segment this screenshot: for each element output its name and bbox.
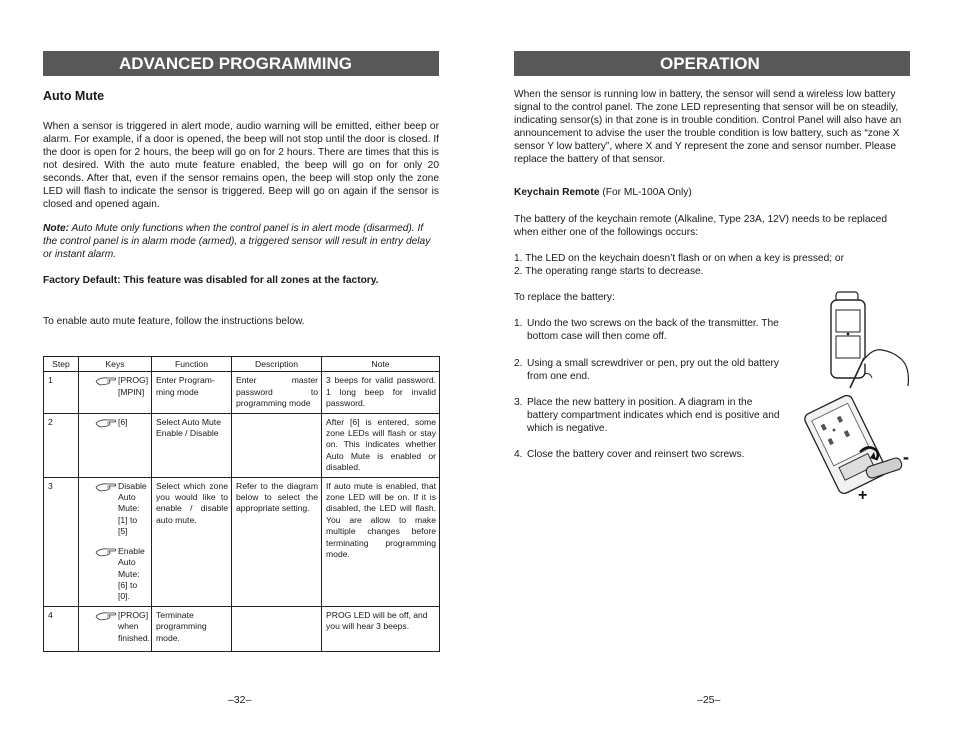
keys-text-enable: Enable Auto Mute: [6] to [0]. [118, 545, 145, 602]
factory-default: Factory Default: This feature was disabled for all zones at the factory. [43, 275, 379, 286]
keys-cell [79, 477, 152, 606]
table-row [44, 413, 440, 477]
step-num: 4. [514, 449, 523, 460]
keychain-model: (For ML-100A Only) [599, 187, 692, 198]
step-num: 3. [514, 397, 523, 408]
note-label: Note: [43, 223, 70, 234]
operation-intro: When the sensor is running low in battery, the sensor will send a wireless low battery signal to the control panel. The zone LED representing that sensor will be on steadily, indicating sensor(s) in that zone is in trouble condition. Control Panel will also have an announcement to advise the user the trouble condition is low battery, such as “zone X sensor Y low battery”, where X and Y represent the zone and sensor number. Please replace the battery of that sensor. [514, 89, 902, 165]
keys-text: [PROG] when finished. [118, 609, 151, 643]
step-text: Close the battery cover and reinsert two screws. [527, 449, 745, 460]
pointing-hand-icon [95, 417, 117, 429]
keys-text-disable: Disable Auto Mute: [1] to [5] [118, 480, 147, 537]
polarity-minus-label: - [903, 447, 909, 467]
step-text: Place the new battery in position. A diagram in the battery compartment indicates which end is positive and which is negative. [527, 397, 780, 434]
battery-text: The battery of the keychain remote (Alkaline, Type 23A, 12V) needs to be replaced when either one of the followings occurs: [514, 214, 888, 238]
left-page-header: ADVANCED PROGRAMMING [43, 51, 439, 76]
description-cell: Refer to the diagram below to select the appropriate setting. [232, 477, 322, 606]
list-item: 1. The LED on the keychain doesn’t flash or on when a key is pressed; or [514, 253, 844, 264]
pointing-hand-icon [95, 375, 117, 387]
header-keys: Keys [79, 357, 152, 372]
header-function: Function [152, 357, 232, 372]
right-page-number: –25– [697, 694, 721, 706]
step-number: 2 [44, 413, 79, 477]
description-cell [232, 606, 322, 651]
header-description: Description [232, 357, 322, 372]
function-cell: Enter Program- ming mode [152, 372, 232, 413]
step-number: 4 [44, 606, 79, 651]
step-num: 2. [514, 358, 523, 369]
function-cell: Terminate programming mode. [152, 606, 232, 651]
keys-text: [6] [118, 416, 128, 427]
replace-step [514, 396, 784, 435]
keychain-title: Keychain Remote [514, 187, 600, 198]
battery-compartment-illustration [800, 390, 920, 502]
table-header-row [44, 357, 440, 372]
replace-step [514, 448, 784, 461]
pointing-hand-icon [95, 546, 117, 558]
pointing-hand-icon [95, 481, 117, 493]
table-row [44, 372, 440, 413]
keychain-remote-heading [514, 186, 914, 199]
pointing-hand-icon [95, 610, 117, 622]
conditions-list [514, 252, 914, 278]
step-text: Undo the two screws on the back of the transmitter. The bottom case will then come off. [527, 318, 779, 342]
list-item: 2. The operating range starts to decrease. [514, 266, 704, 277]
table-row [44, 606, 440, 651]
note-text: Auto Mute only functions when the control panel is in alert mode (disarmed). If the control panel is in alarm mode (armed), a triggered sensor will result in entry delay or instant alarm. [43, 223, 431, 260]
step-num: 1. [514, 318, 523, 329]
description-cell [232, 413, 322, 477]
note-cell: PROG LED will be off, and you will hear 3 beeps. [322, 606, 440, 651]
header-note: Note [322, 357, 440, 372]
left-page-number: –32– [228, 694, 252, 706]
replace-intro: To replace the battery: [514, 292, 615, 303]
keys-cell [79, 606, 152, 651]
auto-mute-note [43, 222, 439, 261]
table-row [44, 477, 440, 606]
auto-mute-title: Auto Mute [43, 89, 105, 103]
step-text: Using a small screwdriver or pen, pry out the old battery from one end. [527, 358, 779, 382]
note-cell: After [6] is entered, some zone LEDs will flash or stay on. This indicates whether Auto Mute is enabled or disabled. [322, 413, 440, 477]
keychain-remote-illustration [820, 290, 912, 390]
auto-mute-intro: When a sensor is triggered in alert mode, audio warning will be emitted, either beep or alarm. For example, if a door is opened, the beep will not stop until the door is closed. If the door is open for 2 hours, the beep will go on for 2 hours. There are times that this is not desired. With the auto mute feature enabled, the beep will go on for only 20 seconds. After that, even if the sensor remains open, the beep will stop only the zone LED will flash to indicate the sensor is triggered. Beep will go on again if the sensor is closed and opened again. [43, 121, 439, 210]
instructions-text: To enable auto mute feature, follow the instructions below. [43, 316, 305, 327]
polarity-plus-label: + [858, 487, 868, 502]
programming-steps-table [43, 356, 440, 652]
replace-step [514, 357, 784, 383]
function-cell: Select Auto Mute Enable / Disable [152, 413, 232, 477]
note-cell: If auto mute is enabled, that zone LED will be on. If it is disabled, the LED will flash. You are allow to make multiple changes before terminating programming mode. [322, 477, 440, 606]
keys-cell [79, 372, 152, 413]
note-cell: 3 beeps for valid password. 1 long beep for invalid password. [322, 372, 440, 413]
right-page-header: OPERATION [514, 51, 910, 76]
keys-cell [79, 413, 152, 477]
step-number: 1 [44, 372, 79, 413]
description-cell: Enter master password to programming mode [232, 372, 322, 413]
header-step: Step [44, 357, 79, 372]
function-cell: Select which zone you would like to enable / disable auto mute. [152, 477, 232, 606]
replace-step [514, 317, 784, 343]
step-number: 3 [44, 477, 79, 606]
keys-text: [PROG] [MPIN] [118, 375, 149, 397]
